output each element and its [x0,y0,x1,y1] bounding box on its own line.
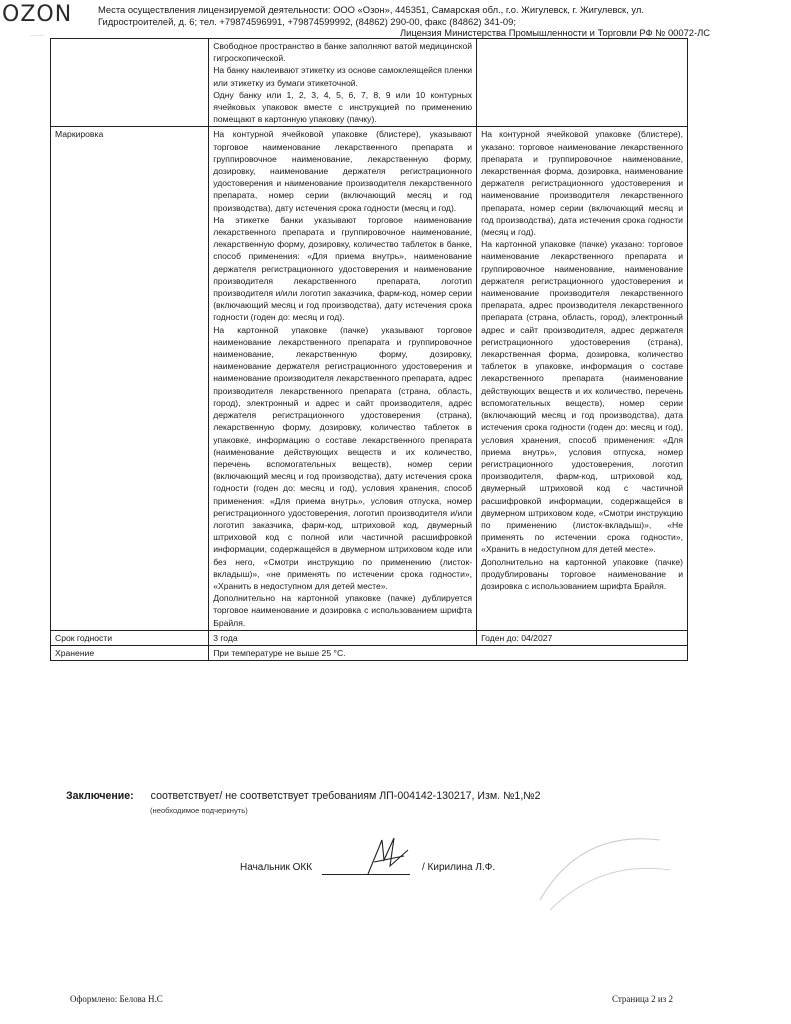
marking-result-cell [477,127,688,630]
logo-subtext: ······· [30,33,44,39]
header-license: Лицензия Министерства Промышленности и Торговли РФ № 00072-ЛС [400,27,711,38]
shelf-life-row [51,630,688,645]
marking-row [51,127,688,630]
signatory-name: / Кирилина Л.Ф. [422,862,496,873]
marking-result-paragraph: На картонной упаковке (пачке) указано: торговое наименование лекарственного препарата и группировочное наименование, наименование держателя регистрационного удостоверения и наименование производителя лекарственного препарата, адрес производителя лекарственного препарата (страна, область, город), электронный адрес и сайт производителя, адрес держателя регистрационного удостоверения (страна), лекарственная форма, дозировка, количество таблеток в упаковке, информация о составе лекарственного препарата (наименование действующих веществ и их количество, перечень вспомогательных веществ), номер серии (включающий месяц и год производства), дата истечения срока годности (годен до: месяц и год), условия хранения, способ применения: «Для приема внутрь», условия отпуска, номер регистрационного удостоверения, логотип производителя, фарм-код, штриховой код, двумерный штриховой код с частичной расшифровкой информации, содержащейся в двумерном штриховом коде, «Смотри инструкцию по применению (листок-вкладыш)», «Не применять по истечении срока годности», «Хранить в недоступном для детей месте». [481,239,683,555]
storage-requirement: При температуре не выше 25 °С. [209,645,688,660]
marking-label: Маркировка [51,127,209,630]
faint-stamp-mark [520,810,680,930]
shelf-life-requirement: 3 года [209,630,477,645]
marking-requirement-paragraph: На картонной упаковке (пачке) указывают торговое наименование лекарственного препарата и группировочное наименование, лекарственную форму, дозировку, наименование держателя регистрационного удостоверения и наименование производителя лекарственного препарата, адрес производителя лекарственного препарата (страна, область, город), электронный и адрес и сайт производителя, адрес держателя регистрационного удостоверения (страна), лекарственную форму, дозировку, количество таблеток в упаковке, информацию о составе лекарственного препарата (наименование действующих веществ и их количество, перечень вспомогательных веществ), номер серии (включающий месяц и год производства), дату истечения срока годности (годен до: месяц и год), условия хранения, способ применения: «Для приема внутрь», условия отпуска, номер регистрационного удостоверения, логотип производителя и/или логотип заказчика, фарм-код, штриховой код, двумерный штриховой код с полной или частичной расшифровкой информации, содержащейся в двумерном штриховом коде или без него, «Смотри инструкцию по применению (листок-вкладыш)», «не применять по истечении срока годности», «Хранить в недоступном для детей месте». [213,324,473,591]
marking-requirement-paragraph: На контурной ячейковой упаковке (блистере), указывают торговое наименование лекарственного препарата и группировочное наименование, лекарственную форму, дозировку, наименование держателя регистрационного удостоверения и наименование производителя лекарственного препарата, номер серии (включающий месяц и год производства), дату истечения срока годности (месяц и год). [213,129,473,213]
storage-row [51,645,688,660]
marking-requirement-paragraph: На этикетке банки указывают торговое наименование лекарственного препарата и группировочное наименование, лекарственную форму, дозировку, количество таблеток в банке, способ применения: «Для приема внутрь», наименование держателя регистрационного удостоверения и наименование производителя лекарственного препарата, логотип производителя и/или логотип заказчика, фарм-код, номер серии (включающий месяц и год производства), дату истечения срока годности (годен до: месяц и год). [213,214,473,323]
shelf-life-label: Срок годности [51,630,209,645]
marking-result-paragraph: Дополнительно на картонной упаковке (пачке) продублированы торговое наименование и дозировка с использованием шрифта Брайля. [481,556,683,591]
marking-requirement-paragraph: Дополнительно на картонной упаковке (пачке) дублируется торговое наименование и дозировка с использованием шрифта Брайля. [213,593,473,628]
conclusion-label: Заключение: [66,790,134,802]
packaging-paragraph: Свободное пространство в банке заполняют ватой медицинской гигроскопической. [213,41,473,64]
ozon-logo: OZON [2,2,73,27]
handwritten-signature [360,830,420,880]
packaging-row-continued [51,39,688,127]
header-line-1: Места осуществления лицензируемой деятельности: ООО «Озон», 445351, Самарская обл., г.о. Жигулевск, г. Жигулевск, ул. [98,4,644,15]
footer-prepared-by: Оформлено: Белова Н.С [70,994,163,1004]
header-line-2: Гидростроителей, д. 6; тел. +79874596991, +79874599992, (84862) 290-00, факс (84862) 341-09; [98,16,516,27]
shelf-life-result: Годен до: 04/2027 [477,630,688,645]
packaging-paragraph: На банку наклеивают этикетку из основе самоклеящейся пленки или этикетку из бумаги этикеточной. [213,65,473,88]
packaging-text-cell [209,39,477,127]
marking-result-paragraph: На контурной ячейковой упаковке (блистере), указано: торговое наименование лекарственного препарата и группировочное наименование, лекарственная форма, дозировка, наименование держателя регистрационного удостоверения и наименование производителя лекарственного препарата, номер серии (включающий месяц и год производства), дата истечения срока годности (месяц и год). [481,129,683,238]
storage-label: Хранение [51,645,209,660]
signatory-position: Начальник ОКК [240,862,313,873]
conclusion-note: (необходимое подчеркнуть) [150,806,248,815]
conclusion-text: соответствует/ не соответствует требованиям ЛП-004142-130217, Изм. №1,№2 [150,790,541,802]
packaging-paragraph: Одну банку или 1, 2, 3, 4, 5, 6, 7, 8, 9 или 10 контурных ячейковых упаковок вместе с инструкцией по применению помещают в картонную упаковку (пачку). [213,89,473,125]
specification-table [50,38,688,661]
packaging-result-cell [477,39,688,127]
marking-requirements-cell [209,127,477,630]
footer-page-number: Страница 2 из 2 [612,994,673,1004]
conclusion [66,790,541,802]
packaging-label-cell [51,39,209,127]
